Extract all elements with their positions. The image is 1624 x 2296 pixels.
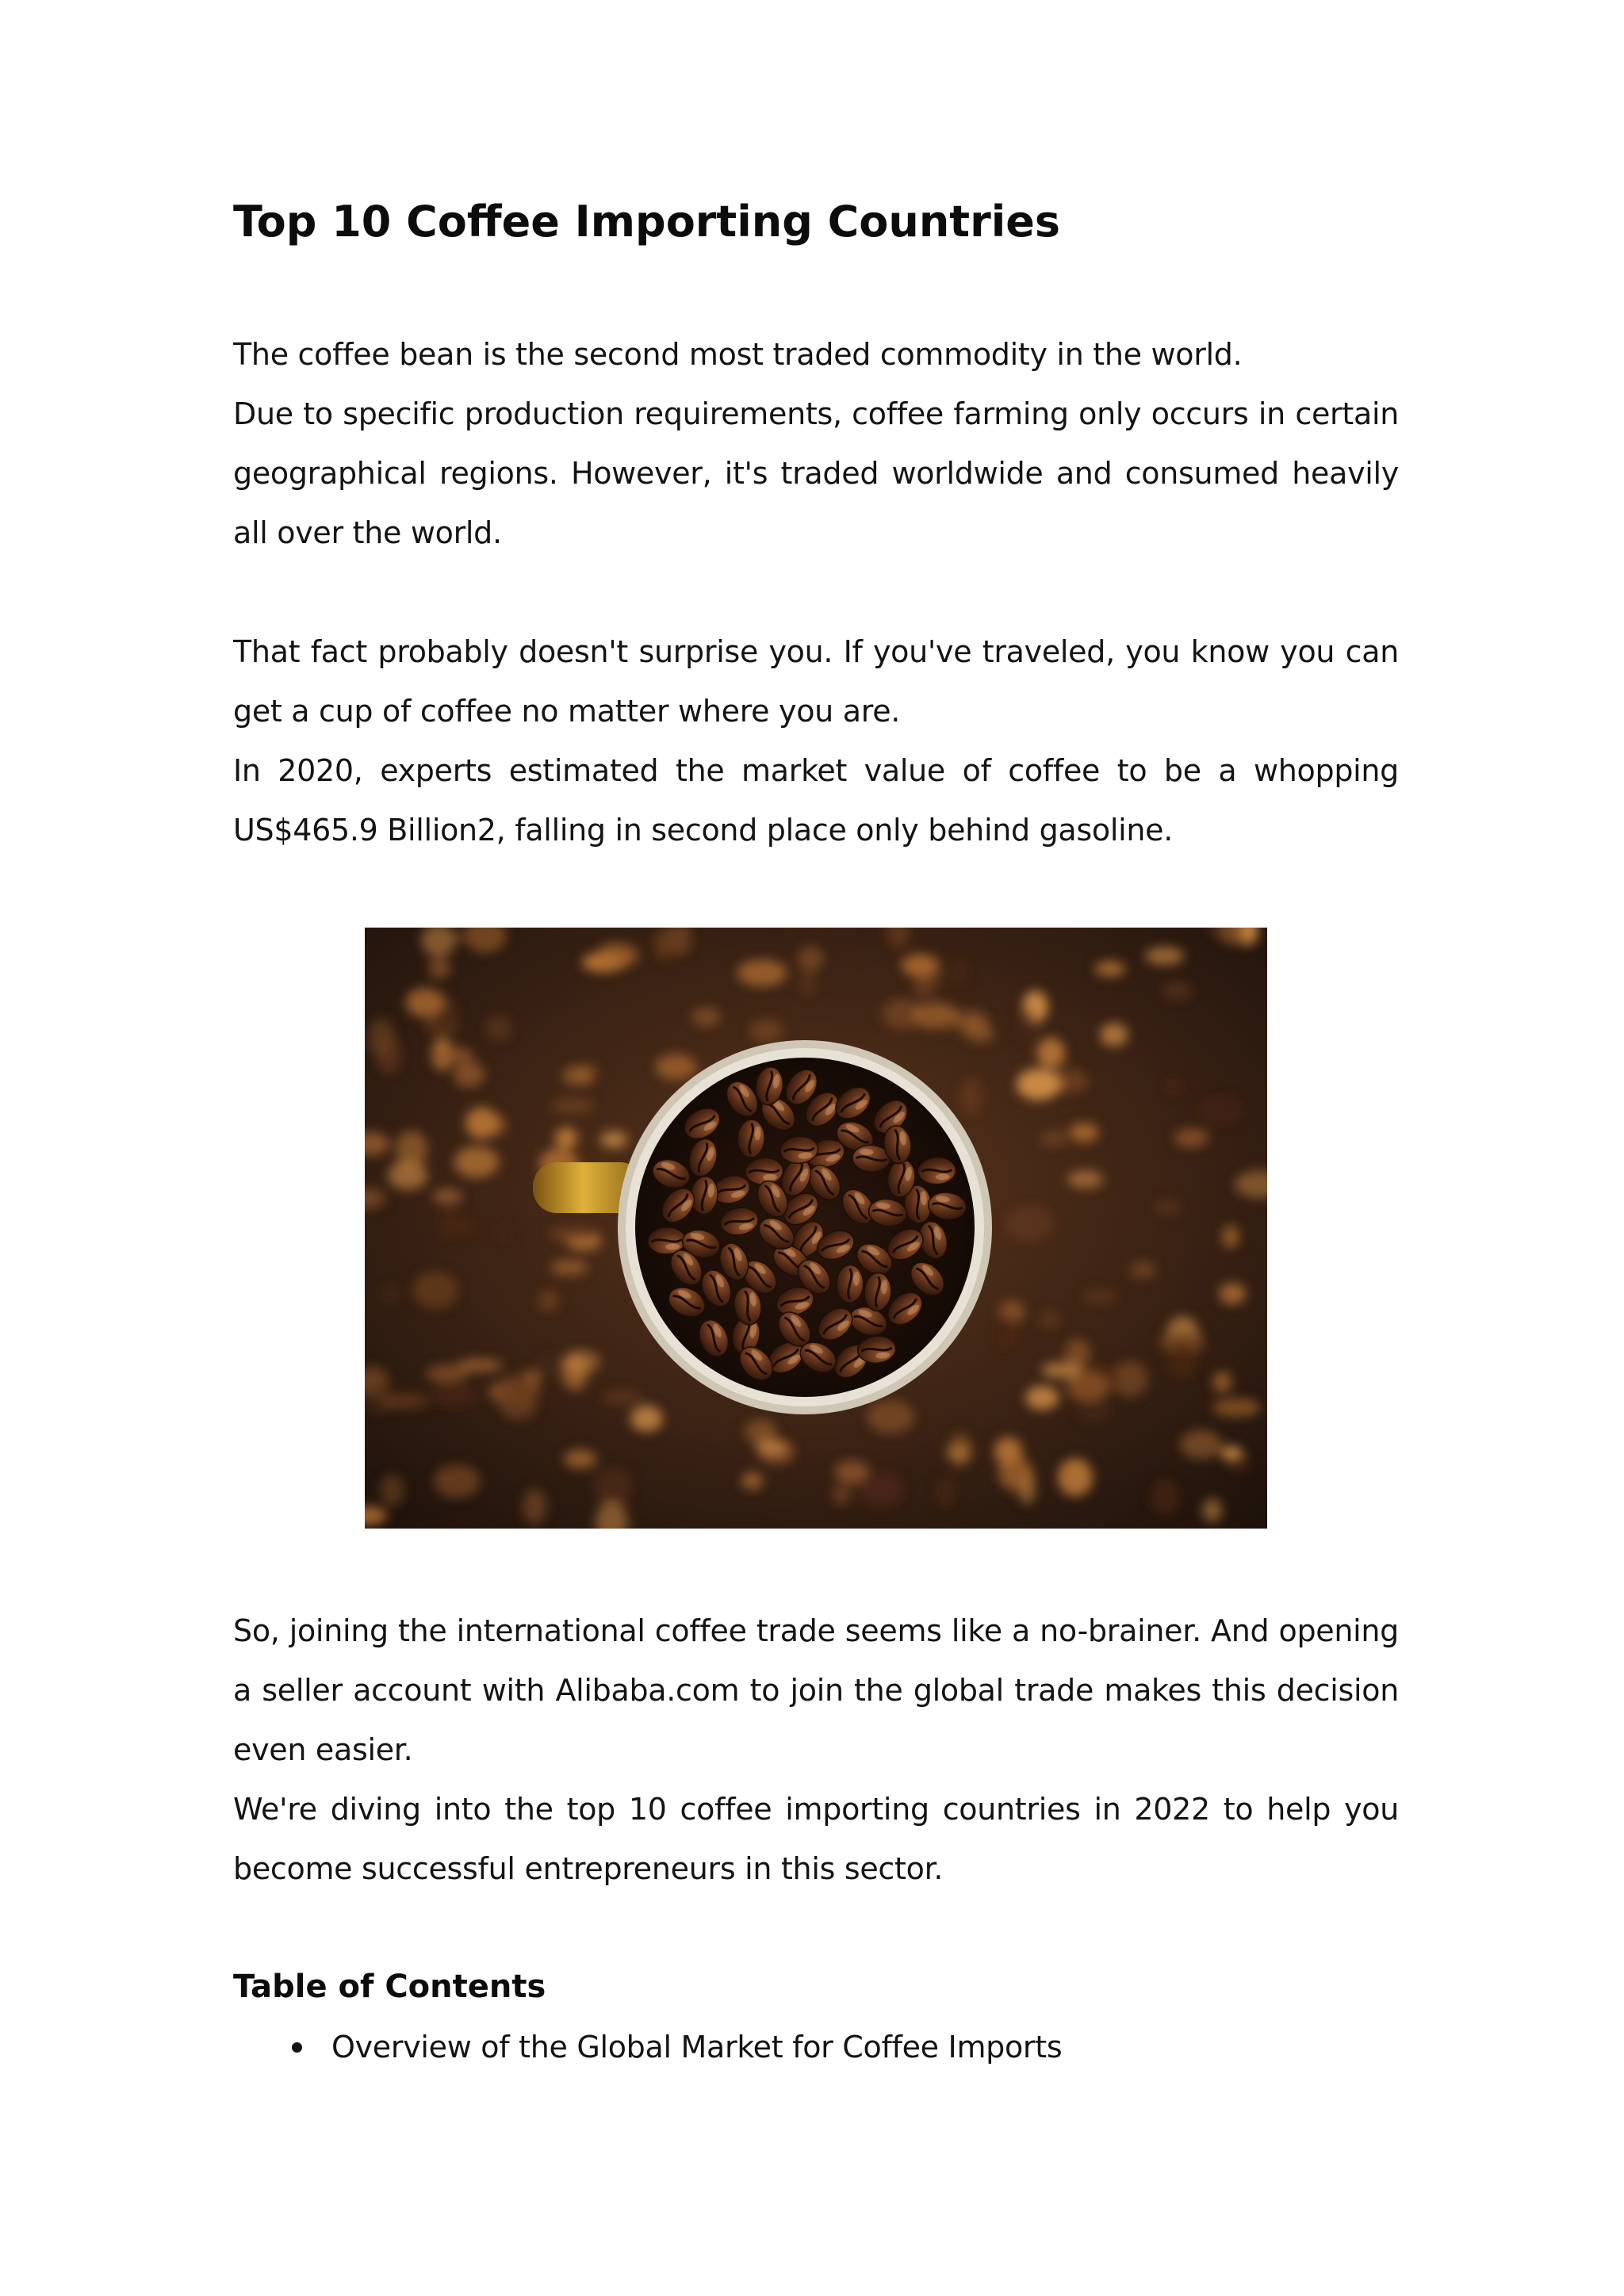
- production-paragraph: Due to specific production requirements, coffee farming only occurs in certain geographical regions. However, it's traded worldwide and consumed heavily all over the world.: [233, 396, 1399, 550]
- bokeh-bean: [380, 1284, 400, 1303]
- bokeh-bean: [947, 1445, 971, 1461]
- bokeh-bean: [495, 1223, 511, 1245]
- bokeh-bean: [914, 978, 933, 998]
- toc-list: [233, 2018, 1062, 2077]
- bokeh-bean: [1040, 1311, 1060, 1329]
- bokeh-bean: [750, 1020, 783, 1043]
- bokeh-bean: [1025, 1386, 1059, 1410]
- bokeh-bean: [800, 971, 816, 997]
- bokeh-bean: [1082, 1290, 1117, 1304]
- bokeh-bean: [960, 1077, 982, 1115]
- bokeh-bean: [426, 1364, 468, 1383]
- bokeh-bean: [430, 1047, 473, 1063]
- bokeh-bean: [741, 1472, 763, 1490]
- bokeh-bean: [537, 1353, 557, 1378]
- bokeh-bean: [1222, 1226, 1239, 1248]
- bokeh-bean: [902, 955, 940, 977]
- bokeh-bean: [798, 947, 823, 972]
- bokeh-bean: [431, 1384, 479, 1407]
- bokeh-bean: [1065, 1339, 1090, 1367]
- bokeh-bean: [1016, 1007, 1036, 1040]
- bokeh-bean: [596, 943, 638, 968]
- bokeh-bean: [997, 1315, 1015, 1350]
- bokeh-bean: [998, 1456, 1033, 1490]
- bokeh-bean: [867, 1400, 914, 1433]
- bokeh-bean: [912, 1003, 959, 1029]
- bokeh-bean: [551, 1260, 588, 1276]
- bokeh-bean: [858, 1472, 903, 1507]
- bokeh-bean: [1095, 961, 1125, 977]
- bokeh-bean: [1145, 947, 1184, 965]
- bokeh-bean: [600, 1131, 627, 1148]
- toc-item-label: Overview of the Global Market for Coffee Imports: [331, 2030, 1063, 2064]
- bokeh-bean: [1017, 1069, 1061, 1100]
- bokeh-bean: [538, 1290, 558, 1311]
- bokeh-bean: [1100, 1024, 1128, 1047]
- bokeh-bean: [1005, 1206, 1054, 1241]
- bokeh-bean: [434, 1464, 480, 1498]
- intro-paragraph: The coffee bean is the second most traded commodity in the world.: [233, 337, 1243, 372]
- bokeh-bean: [1212, 1399, 1261, 1417]
- bokeh-bean: [376, 1037, 401, 1074]
- bokeh-bean: [936, 1478, 955, 1506]
- bokeh-bean: [406, 988, 444, 1017]
- bokeh-bean: [1067, 1171, 1103, 1188]
- bokeh-bean: [952, 959, 967, 985]
- bokeh-bean: [454, 1146, 499, 1178]
- bokeh-bean: [1130, 1261, 1156, 1278]
- bokeh-bean: [1037, 1038, 1065, 1069]
- bullet-icon: [292, 2042, 302, 2053]
- bokeh-bean: [595, 1468, 633, 1506]
- bokeh-bean: [551, 1097, 595, 1113]
- bokeh-bean: [498, 1376, 540, 1406]
- bokeh-bean: [630, 1406, 662, 1432]
- bokeh-bean: [1168, 1344, 1197, 1379]
- bokeh-bean: [428, 959, 450, 979]
- bokeh-bean: [1202, 1498, 1222, 1522]
- bokeh-bean: [564, 1449, 596, 1468]
- bokeh-bean: [656, 1054, 697, 1080]
- bokeh-bean: [396, 1131, 428, 1169]
- bokeh-bean: [1174, 1129, 1208, 1147]
- coffee-cup-photo: [365, 928, 1267, 1529]
- bokeh-bean: [1227, 1456, 1251, 1473]
- bokeh-bean: [1151, 1479, 1180, 1516]
- market-value-paragraph: In 2020, experts estimated the market value of coffee to be a whopping US$465.9 Billion2, falling in second place only behind gasoline.: [233, 753, 1399, 848]
- bokeh-bean: [486, 1016, 511, 1041]
- page-title: Top 10 Coffee Importing Countries: [233, 197, 1060, 247]
- bokeh-bean: [1058, 1459, 1093, 1497]
- bokeh-bean: [555, 1127, 578, 1149]
- travel-paragraph: That fact probably doesn't surprise you. If you've traveled, you know you can get a cup of coffee no matter where you are.: [233, 634, 1399, 729]
- bokeh-bean: [440, 1211, 457, 1238]
- toc-item[interactable]: [233, 2018, 1062, 2077]
- coffee-bean: [917, 1157, 956, 1185]
- bokeh-bean: [1198, 1095, 1245, 1124]
- toc-heading: Table of Contents: [233, 1969, 546, 2005]
- coffee-bean: [836, 1265, 864, 1303]
- bokeh-bean: [1162, 982, 1193, 1000]
- bokeh-bean: [433, 1189, 462, 1204]
- bokeh-bean: [1165, 1078, 1182, 1095]
- bokeh-bean: [562, 1066, 591, 1085]
- bokeh-bean: [832, 1483, 851, 1505]
- bokeh-bean: [1180, 1430, 1222, 1459]
- bokeh-bean: [976, 1026, 994, 1043]
- bokeh-bean: [1041, 1131, 1067, 1146]
- bokeh-bean: [1219, 1283, 1247, 1304]
- bokeh-bean: [1212, 1372, 1231, 1392]
- diving-paragraph: We're diving into the top 10 coffee importing countries in 2022 to help you become successful entrepreneurs in this sector.: [233, 1792, 1399, 1886]
- bokeh-bean: [454, 1062, 485, 1087]
- bokeh-bean: [465, 1108, 499, 1139]
- bokeh-bean: [1153, 1200, 1182, 1215]
- bokeh-bean: [1070, 1123, 1099, 1142]
- bokeh-bean: [548, 1227, 598, 1240]
- bokeh-bean: [455, 930, 499, 943]
- bokeh-bean: [523, 1489, 546, 1525]
- bokeh-bean: [1041, 1362, 1081, 1378]
- bokeh-bean: [602, 1390, 641, 1404]
- trade-paragraph: So, joining the international coffee trade seems like a no-brainer. And opening a seller account with Alibaba.com to join the global trade makes this decision even easier.: [233, 1613, 1399, 1767]
- bokeh-bean: [380, 1475, 404, 1506]
- bokeh-bean: [737, 959, 787, 986]
- bokeh-bean: [413, 1272, 458, 1309]
- bokeh-bean: [378, 1393, 429, 1409]
- bokeh-bean: [562, 1350, 600, 1373]
- bokeh-bean: [692, 1008, 721, 1027]
- bokeh-bean: [755, 1439, 786, 1454]
